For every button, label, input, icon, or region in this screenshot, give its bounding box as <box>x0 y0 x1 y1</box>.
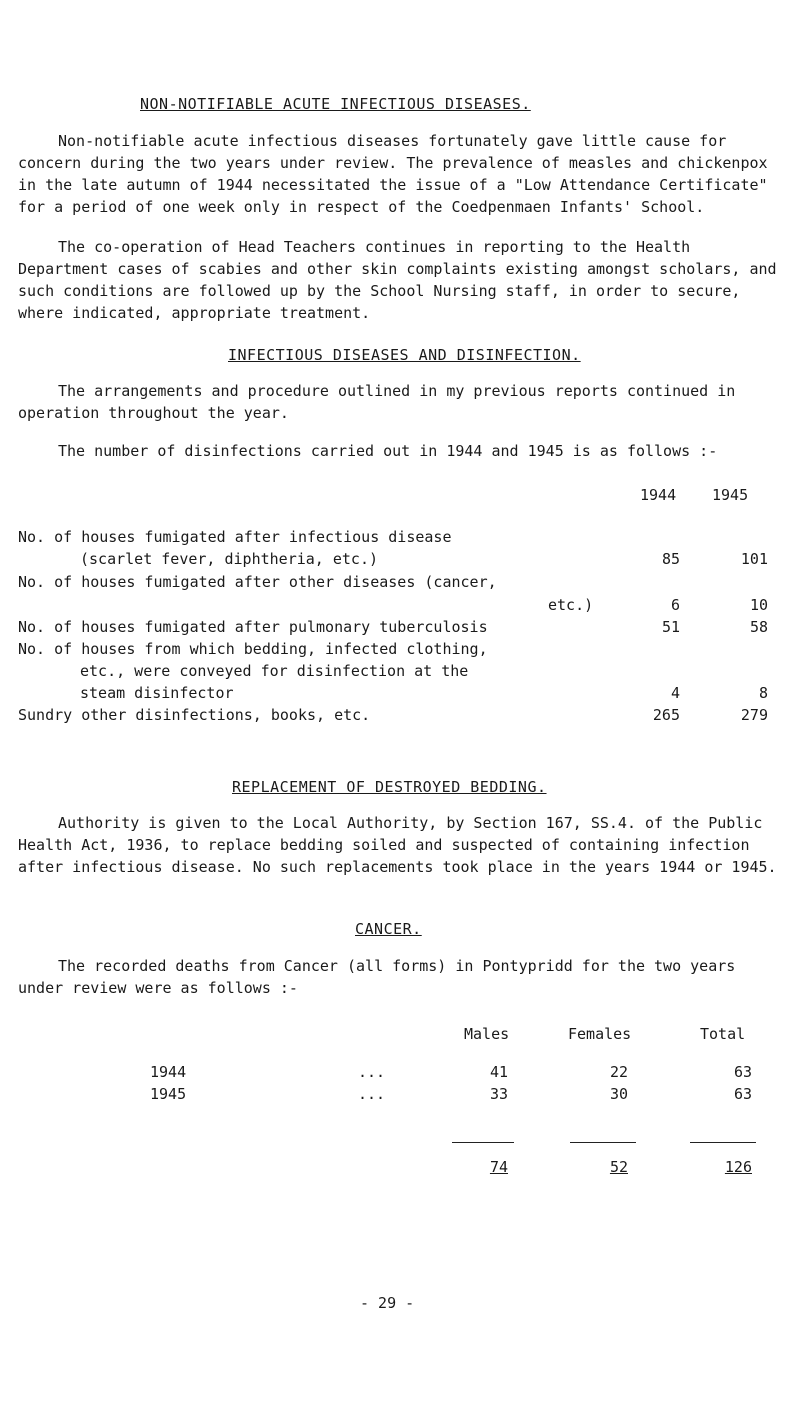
heading-non-notifiable: NON-NOTIFIABLE ACUTE INFECTIOUS DISEASES. <box>140 95 531 113</box>
table-row-label: etc., were conveyed for disinfection at the <box>80 662 469 680</box>
paragraph-non-notifiable: Non-notifiable acute infectious diseases fortunately gave little cause for concern during the two years under review. The prevalence of measles and chickenpox in the late autumn of 1944 necessitated the issue of a "Low Attendance Certificate" for a period of one week only in respect of the Coedpenmaen Infants' School. <box>18 132 768 216</box>
value-1945: 10 <box>749 596 768 614</box>
leader-dots: ... <box>358 1063 386 1081</box>
value-1944: 6 <box>670 596 680 614</box>
column-header-females: Females <box>568 1025 632 1043</box>
value-females: 22 <box>609 1063 628 1081</box>
heading-replacement-bedding: REPLACEMENT OF DESTROYED BEDDING. <box>232 778 547 796</box>
sum-rule <box>690 1142 756 1143</box>
value-females: 30 <box>609 1085 628 1103</box>
table-row-label: steam disinfector <box>80 684 234 702</box>
value-total: 63 <box>733 1063 752 1081</box>
heading-cancer: CANCER. <box>355 920 422 938</box>
paragraph-cancer: The recorded deaths from Cancer (all forms) in Pontypridd for the two years under review were as follows :- <box>18 957 736 997</box>
sum-rule <box>452 1142 514 1143</box>
column-header-1945: 1945 <box>712 486 749 504</box>
value-1945: 101 <box>740 550 768 568</box>
paragraph-arrangements: The arrangements and procedure outlined in my previous reports continued in operation throughout the year. <box>18 382 736 422</box>
value-total: 63 <box>733 1085 752 1103</box>
value-1944: 4 <box>670 684 680 702</box>
paragraph-disinfections: The number of disinfections carried out in 1944 and 1945 is as follows :- <box>58 442 718 460</box>
table-row-label: (scarlet fever, diphtheria, etc.) <box>80 550 379 568</box>
table-row-label: No. of houses fumigated after other diseases (cancer, <box>18 573 497 591</box>
value-males: 33 <box>489 1085 508 1103</box>
column-header-males: Males <box>464 1025 510 1043</box>
total-females: 52 <box>609 1158 628 1176</box>
row-year: 1945 <box>150 1085 187 1103</box>
leader-dots: ... <box>358 1085 386 1103</box>
column-header-1944: 1944 <box>640 486 677 504</box>
table-row-label: Sundry other disinfections, books, etc. <box>18 706 371 724</box>
heading-infectious-diseases: INFECTIOUS DISEASES AND DISINFECTION. <box>228 346 581 364</box>
value-1944: 265 <box>652 706 680 724</box>
column-header-total: Total <box>700 1025 746 1043</box>
paragraph-replacement-bedding: Authority is given to the Local Authority, by Section 167, SS.4. of the Public Health Act, 1936, to replace bedding soiled and suspected of containing infection after infectious disease. No such replacements took place in the years 1944 or 1945. <box>18 814 777 876</box>
sum-rule <box>570 1142 636 1143</box>
total-males: 74 <box>489 1158 508 1176</box>
row-year: 1944 <box>150 1063 187 1081</box>
value-1944: 85 <box>661 550 680 568</box>
value-1944: 51 <box>661 618 680 636</box>
table-row-label: No. of houses from which bedding, infected clothing, <box>18 640 488 658</box>
value-1945: 58 <box>749 618 768 636</box>
table-row-label: No. of houses fumigated after infectious disease <box>18 528 452 546</box>
total-total: 126 <box>724 1158 752 1176</box>
value-1945: 8 <box>758 684 768 702</box>
value-males: 41 <box>489 1063 508 1081</box>
page-number: - 29 - <box>360 1294 415 1312</box>
value-1945: 279 <box>740 706 768 724</box>
table-row-label: No. of houses fumigated after pulmonary tuberculosis <box>18 618 488 636</box>
table-row-label: etc.) <box>548 596 594 614</box>
paragraph-co-operation: The co-operation of Head Teachers continues in reporting to the Health Department cases of scabies and other skin complaints existing amongst scholars, and such conditions are followed up by the School Nursing staff, in order to secure, where indicated, appropriate treatment. <box>18 238 777 322</box>
